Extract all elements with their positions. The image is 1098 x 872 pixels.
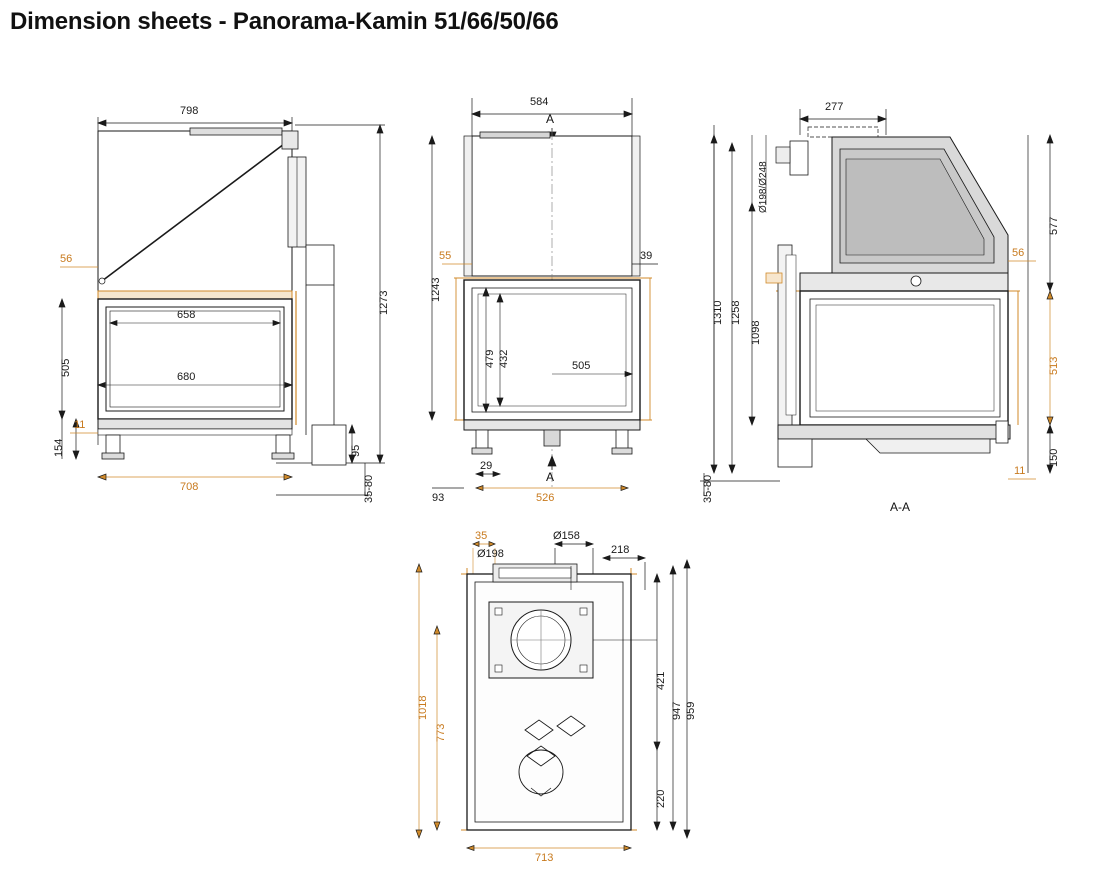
page-title: Dimension sheets - Panorama-Kamin 51/66/50/66 — [10, 8, 559, 35]
dim-93: 93 — [432, 492, 445, 504]
dim-39: 39 — [640, 250, 653, 262]
dim-11-right: 11 — [1014, 465, 1026, 477]
dim-diameters: Ø198/Ø248 — [758, 161, 769, 213]
dim-1018: 1018 — [417, 695, 429, 720]
dim-1258: 1258 — [730, 300, 742, 325]
dim-35-80-section: 35-80 — [702, 474, 714, 503]
dim-218: 218 — [611, 544, 630, 556]
front-view-drawing — [420, 88, 690, 518]
dim-35-top: 35 — [475, 530, 488, 542]
section-view-aa — [690, 95, 1085, 525]
dim-513: 513 — [1048, 356, 1060, 375]
dim-577: 577 — [1048, 216, 1060, 235]
dim-708: 708 — [180, 481, 199, 493]
dim-658: 658 — [177, 309, 196, 321]
dim-277: 277 — [825, 101, 844, 113]
dim-56: 56 — [60, 253, 73, 265]
dim-680: 680 — [177, 371, 196, 383]
dim-150: 150 — [1048, 448, 1060, 467]
dim-55: 55 — [439, 250, 452, 262]
dim-713: 713 — [535, 852, 554, 864]
dim-11: 11 — [74, 419, 86, 431]
dim-773: 773 — [435, 723, 447, 742]
top-view — [405, 530, 725, 864]
dim-1098: 1098 — [750, 320, 762, 345]
dim-1243: 1243 — [430, 277, 442, 302]
front-view — [420, 88, 690, 518]
section-label-aa: A-A — [890, 500, 911, 514]
dim-526: 526 — [536, 492, 555, 504]
dim-1310: 1310 — [712, 300, 724, 325]
dim-95: 95 — [350, 444, 362, 457]
side-view-left-drawing — [40, 95, 400, 515]
dim-432: 432 — [498, 349, 510, 368]
dim-505: 505 — [60, 358, 72, 377]
top-view-drawing — [405, 530, 725, 860]
dim-959: 959 — [685, 701, 697, 720]
side-view-left — [40, 95, 400, 515]
dim-56-right: 56 — [1012, 247, 1025, 259]
dim-29: 29 — [480, 460, 493, 472]
dim-421: 421 — [655, 671, 667, 690]
dim-154: 154 — [53, 438, 65, 457]
dim-1273: 1273 — [378, 290, 390, 315]
dim-505-front: 505 — [572, 360, 591, 372]
dim-584: 584 — [530, 96, 549, 108]
dim-798: 798 — [180, 105, 199, 117]
section-mark-a-top: A — [546, 112, 555, 126]
dim-947: 947 — [671, 701, 683, 720]
dim-479: 479 — [484, 349, 496, 368]
dim-35-80: 35-80 — [363, 474, 375, 503]
dim-d198: Ø198 — [477, 548, 504, 560]
dim-220: 220 — [655, 789, 667, 808]
section-mark-a-bottom: A — [546, 470, 555, 484]
dim-d158: Ø158 — [553, 530, 580, 542]
section-view-drawing — [690, 95, 1085, 525]
